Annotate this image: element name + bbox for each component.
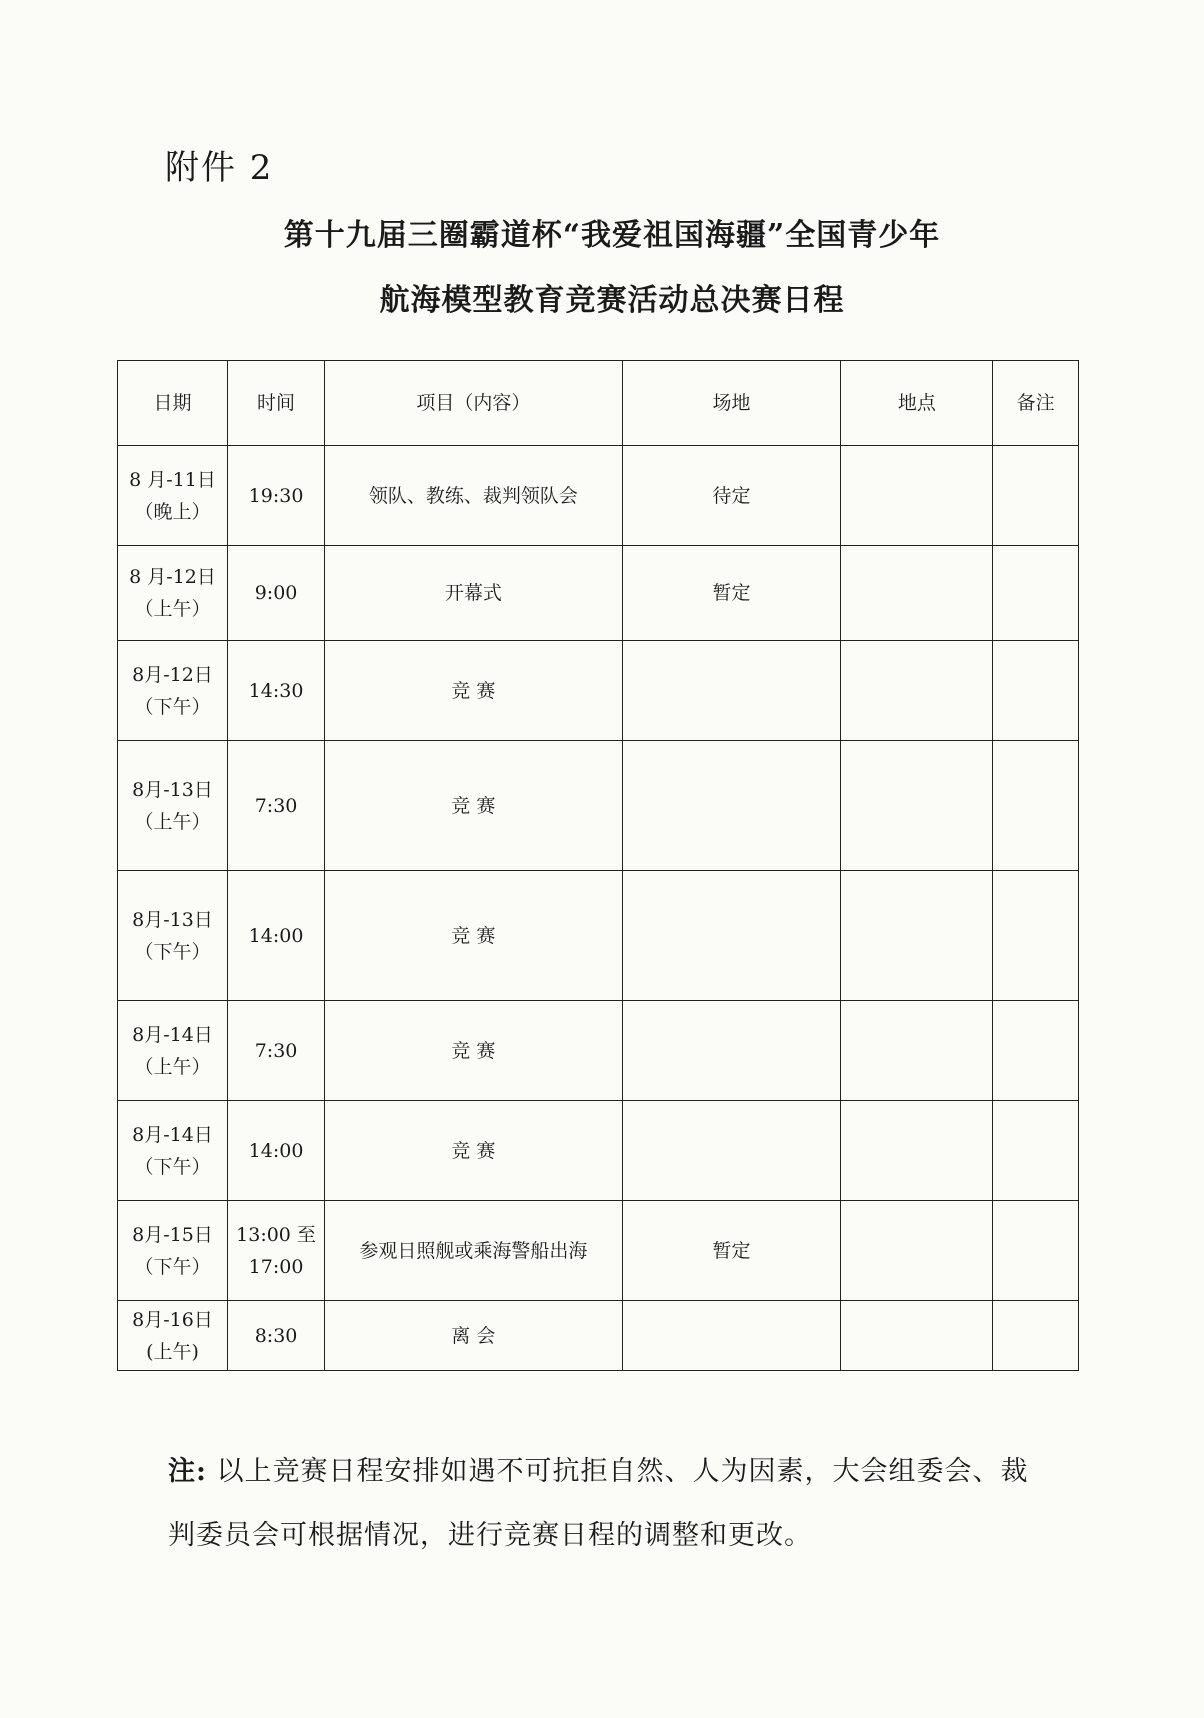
- cell-item: 领队、教练、裁判领队会: [325, 446, 622, 546]
- cell-item: 离 会: [325, 1301, 622, 1371]
- cell-date: 8月-13日（下午）: [118, 871, 228, 1001]
- cell-place: [841, 1101, 993, 1201]
- table-row: [118, 871, 1079, 1001]
- cell-place: [841, 1201, 993, 1301]
- header-date: 日期: [118, 361, 228, 446]
- cell-item: 参观日照舰或乘海警船出海: [325, 1201, 622, 1301]
- cell-note: [993, 641, 1079, 741]
- note-label: 注:: [168, 1456, 207, 1487]
- document-title-line-1: 第十九届三圈霸道杯“我爱祖国海疆”全国青少年: [283, 218, 941, 253]
- schedule-note: [168, 1440, 1048, 1568]
- cell-venue: 暂定: [622, 546, 841, 641]
- document-title-line-2: 航海模型教育竞赛活动总决赛日程: [379, 283, 845, 318]
- cell-venue: [622, 641, 841, 741]
- schedule-table: [117, 360, 1079, 1371]
- attachment-label: 附件 2: [165, 148, 274, 188]
- cell-place: [841, 641, 993, 741]
- header-time: 时间: [228, 361, 325, 446]
- cell-time: 13:00 至 17:00: [228, 1201, 325, 1301]
- cell-item: 开幕式: [325, 546, 622, 641]
- cell-date: 8月-16日(上午): [118, 1301, 228, 1371]
- cell-date: 8月-15日（下午）: [118, 1201, 228, 1301]
- cell-note: [993, 1001, 1079, 1101]
- cell-item: 竞 赛: [325, 871, 622, 1001]
- cell-date: 8月-13日（上午）: [118, 741, 228, 871]
- cell-note: [993, 871, 1079, 1001]
- table-row: [118, 1301, 1079, 1371]
- cell-venue: [622, 1101, 841, 1201]
- cell-note: [993, 546, 1079, 641]
- cell-note: [993, 1301, 1079, 1371]
- cell-venue: [622, 871, 841, 1001]
- cell-place: [841, 871, 993, 1001]
- cell-time: 7:30: [228, 741, 325, 871]
- header-item: 项目（内容）: [325, 361, 622, 446]
- cell-note: [993, 446, 1079, 546]
- table-row: [118, 641, 1079, 741]
- cell-time: 14:00: [228, 871, 325, 1001]
- cell-venue: 待定: [622, 446, 841, 546]
- cell-date: 8 月-12日（上午）: [118, 546, 228, 641]
- cell-place: [841, 1301, 993, 1371]
- cell-date: 8月-12日（下午）: [118, 641, 228, 741]
- cell-time: 19:30: [228, 446, 325, 546]
- cell-venue: [622, 1301, 841, 1371]
- table-row: [118, 1001, 1079, 1101]
- cell-item: 竞 赛: [325, 641, 622, 741]
- cell-venue: [622, 741, 841, 871]
- table-row: [118, 741, 1079, 871]
- table-row: [118, 1201, 1079, 1301]
- cell-place: [841, 741, 993, 871]
- cell-venue: [622, 1001, 841, 1101]
- cell-time: 9:00: [228, 546, 325, 641]
- cell-time: 14:30: [228, 641, 325, 741]
- cell-time: 8:30: [228, 1301, 325, 1371]
- cell-time: 7:30: [228, 1001, 325, 1101]
- table-header-row: [118, 361, 1079, 446]
- cell-item: 竞 赛: [325, 741, 622, 871]
- cell-item: 竞 赛: [325, 1001, 622, 1101]
- cell-venue: 暂定: [622, 1201, 841, 1301]
- cell-note: [993, 1101, 1079, 1201]
- cell-date: 8 月-11日（晚上）: [118, 446, 228, 546]
- table-row: [118, 446, 1079, 546]
- header-note: 备注: [993, 361, 1079, 446]
- cell-item: 竞 赛: [325, 1101, 622, 1201]
- table-row: [118, 546, 1079, 641]
- cell-place: [841, 546, 993, 641]
- table-row: [118, 1101, 1079, 1201]
- cell-place: [841, 1001, 993, 1101]
- cell-note: [993, 1201, 1079, 1301]
- cell-place: [841, 446, 993, 546]
- cell-date: 8月-14日（下午）: [118, 1101, 228, 1201]
- cell-time: 14:00: [228, 1101, 325, 1201]
- cell-date: 8月-14日（上午）: [118, 1001, 228, 1101]
- cell-note: [993, 741, 1079, 871]
- note-text: 以上竞赛日程安排如遇不可抗拒自然、人为因素，大会组委会、裁判委员会可根据情况，进行竞赛日程的调整和更改。: [168, 1456, 1029, 1551]
- header-place: 地点: [841, 361, 993, 446]
- header-venue: 场地: [622, 361, 841, 446]
